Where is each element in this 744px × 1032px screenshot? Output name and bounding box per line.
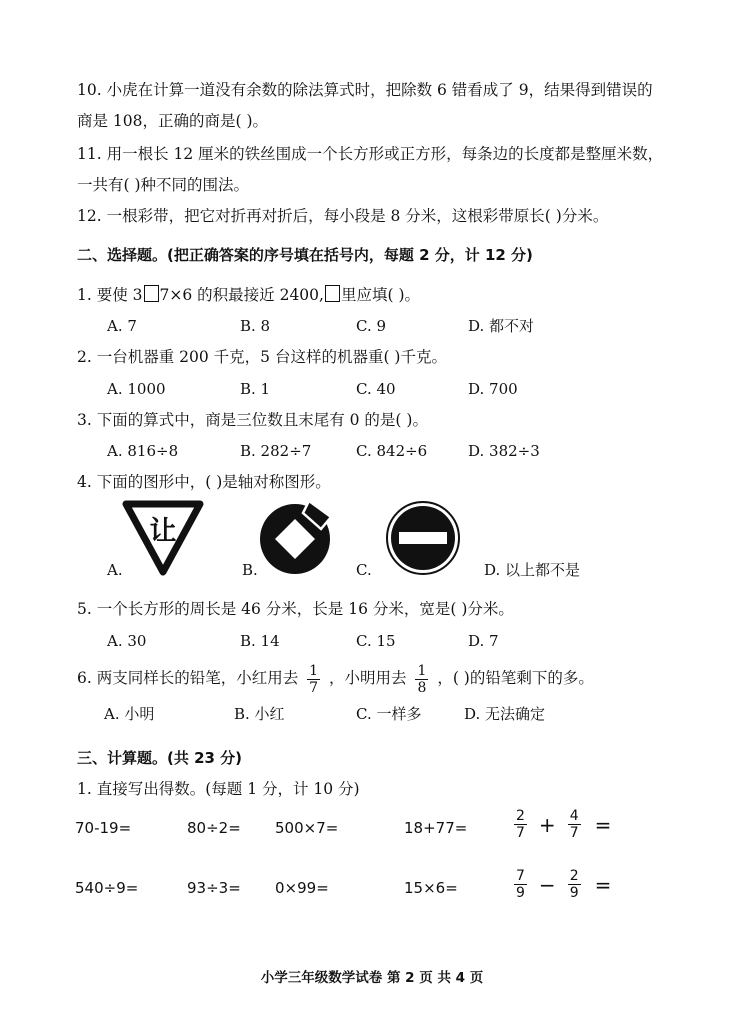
blank-box — [325, 285, 340, 302]
fraction-expression-2 — [510, 868, 611, 901]
fraction: $\frac{2}{9}$ — [569, 868, 579, 901]
choice-q2: 2. 一台机器重 200 千克，5 台这样的机器重( )千克。 — [77, 348, 447, 366]
calc-item: 540÷9= — [75, 879, 139, 897]
q5-option-c: C. 15 — [356, 632, 396, 650]
calc-item: 500×7= — [275, 819, 339, 837]
q2-option-b: B. 1 — [240, 380, 271, 398]
q12-line: 12. 一根彩带，把它对折再对折后，每小段是 8 分米，这根彩带原长( )分米。 — [77, 207, 609, 225]
fraction-expression-1 — [510, 808, 611, 841]
choice-q1 — [77, 285, 420, 305]
equals-sign: = — [594, 872, 612, 897]
q1-option-a: A. 7 — [107, 317, 137, 335]
choice-q4: 4. 下面的图形中，( )是轴对称图形。 — [77, 473, 331, 491]
q1-post: 里应填( )。 — [340, 286, 420, 304]
minus-sign: − — [538, 872, 556, 897]
q6-option-d: D. 无法确定 — [464, 705, 546, 723]
page-footer: 小学三年级数学试卷 第 2 页 共 4 页 — [260, 970, 484, 986]
plus-sign: + — [538, 812, 556, 837]
q6-pre: 6. 两支同样长的铅笔，小红用去 — [77, 669, 299, 687]
section2-heading: 二、选择题。(把正确答案的序号填在括号内，每题 2 分，计 12 分) — [77, 246, 533, 264]
q6-post: ，( )的铅笔剩下的多。 — [437, 669, 594, 687]
q11-line1: 11. 用一根长 12 厘米的铁丝围成一个长方形或正方形，每条边的长度都是整厘米数， — [77, 145, 664, 163]
q4-option-a: A. — [107, 561, 123, 579]
q1-option-d: D. 都不对 — [468, 317, 535, 335]
no-entry-sign-icon — [384, 499, 464, 579]
fraction-one-seventh: $\frac{1}{7}$ — [309, 662, 319, 696]
q4-option-b: B. — [242, 561, 258, 579]
circle-diamond-icon — [257, 497, 337, 577]
q2-option-d: D. 700 — [468, 380, 518, 398]
choice-q6 — [77, 660, 594, 696]
q10-line1: 10. 小虎在计算一道没有余数的除法算式时，把除数 6 错看成了 9，结果得到错误的 — [77, 81, 653, 99]
section3-heading: 三、计算题。(共 23 分) — [77, 749, 243, 767]
yield-sign-text: 让 — [149, 516, 177, 547]
fraction: $\frac{4}{7}$ — [569, 808, 579, 841]
q6-option-c: C. 一样多 — [356, 705, 422, 723]
q3-option-c: C. 842÷6 — [356, 442, 428, 460]
q3-option-a: A. 816÷8 — [107, 442, 179, 460]
choice-q5: 5. 一个长方形的周长是 46 分米，长是 16 分米，宽是( )分米。 — [77, 600, 514, 618]
choice-q3: 3. 下面的算式中，商是三位数且末尾有 0 的是( )。 — [77, 411, 428, 429]
calc-item: 80÷2= — [187, 819, 241, 837]
calc-item: 70-19= — [75, 819, 132, 837]
section3-sub: 1. 直接写出得数。(每题 1 分，计 10 分) — [77, 780, 360, 798]
q1-mid: 7×6 的积最接近 2400, — [159, 286, 324, 304]
q10-line2: 商是 108，正确的商是( )。 — [77, 112, 269, 130]
q1-option-c: C. 9 — [356, 317, 387, 335]
q6-option-b: B. 小红 — [234, 705, 285, 723]
q6-mid: ，小明用去 — [329, 669, 407, 687]
q3-option-b: B. 282÷7 — [240, 442, 312, 460]
blank-box — [144, 285, 159, 302]
q2-option-c: C. 40 — [356, 380, 396, 398]
q5-option-d: D. 7 — [468, 632, 499, 650]
q4-option-d: D. 以上都不是 — [484, 561, 581, 579]
q3-option-d: D. 382÷3 — [468, 442, 540, 460]
q4-option-c: C. — [356, 561, 372, 579]
equals-sign: = — [594, 812, 612, 837]
calc-item: 18+77= — [404, 819, 468, 837]
fraction: $\frac{2}{7}$ — [516, 808, 525, 841]
q1-option-b: B. 8 — [240, 317, 271, 335]
q6-option-a: A. 小明 — [104, 705, 155, 723]
q1-pre: 1. 要使 3 — [77, 286, 143, 304]
q5-option-a: A. 30 — [107, 632, 147, 650]
q11-line2: 一共有( )种不同的围法。 — [77, 176, 250, 194]
q5-option-b: B. 14 — [240, 632, 280, 650]
calc-item: 15×6= — [404, 879, 458, 897]
q2-option-a: A. 1000 — [107, 380, 166, 398]
yield-sign-icon — [120, 498, 206, 578]
calc-item: 0×99= — [275, 879, 329, 897]
fraction: $\frac{7}{9}$ — [516, 868, 525, 901]
calc-item: 93÷3= — [187, 879, 241, 897]
fraction-one-eighth: $\frac{1}{8}$ — [417, 662, 427, 696]
